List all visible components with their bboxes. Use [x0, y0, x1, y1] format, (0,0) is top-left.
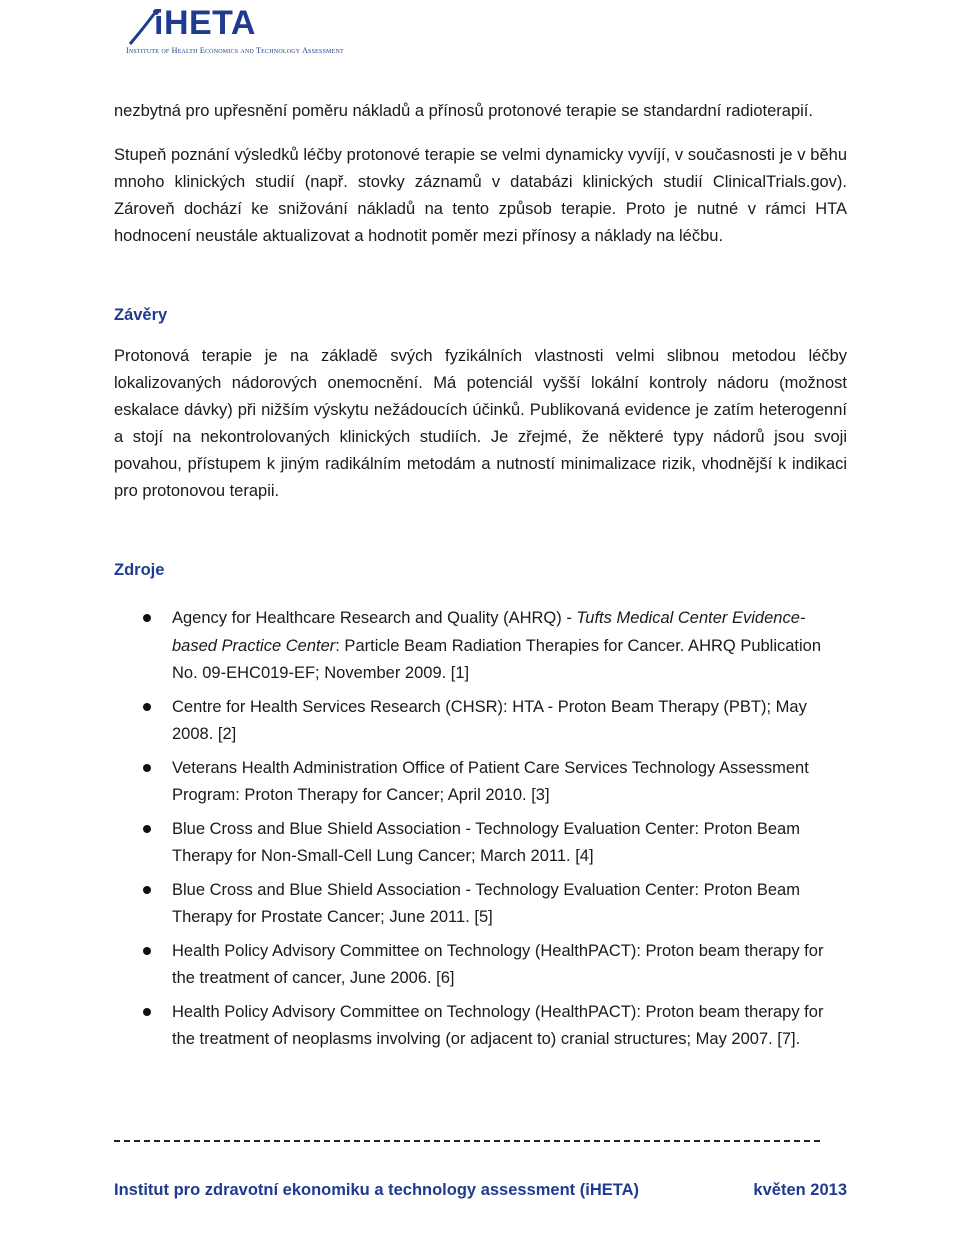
bullet-icon	[143, 614, 151, 622]
bullet-icon	[143, 1008, 151, 1016]
references-list	[114, 605, 847, 1054]
reference-1-pre: Agency for Healthcare Research and Quality (AHRQ) -	[172, 609, 577, 627]
reference-item	[114, 877, 847, 932]
conclusions-text: Protonová terapie je na základě svých fyzikálních vlastnosti velmi slibnou metodou léčby lokalizovaných nádorových onemocnění. Má potenciál vyšší lokální kontroly nádoru (možnost eskalace dávky) při nižším výskytu nežádoucích účinků. Publikovaná evidence je zatím heterogenní a stojí na nekontrolovaných klinických studiích. Je zřejmé, že některé typy nádorů jsou svoji povahou, přístupem k jiným radikálním metodám a nutností minimalizace rizik, vhodnější k indikaci pro protonovou terapii.	[114, 347, 847, 500]
reference-3: Veterans Health Administration Office of Patient Care Services Technology Assessment Program: Proton Therapy for Cancer; April 2010. [3]	[172, 758, 809, 804]
paragraph-2: Stupeň poznání výsledků léčby protonové terapie se velmi dynamicky vyvíjí, v současnosti je v běhu mnoho klinických studií (např. stovky záznamů v databázi klinických studií ClinicalTrials.gov). Zároveň dochází ke snižování nákladů na tento způsob terapie. Proto je nutné v rámci HTA hodnocení neustále aktualizovat a hodnotit poměr mezi přínosy a náklady na léčbu.	[114, 146, 847, 245]
reference-2: Centre for Health Services Research (CHSR): HTA - Proton Beam Therapy (PBT); May 2008. [2]	[172, 697, 807, 743]
iheta-logo	[124, 4, 344, 56]
reference-item	[114, 755, 847, 810]
section-heading-conclusions: Závěry	[114, 306, 168, 324]
reference-item	[114, 605, 847, 688]
bullet-icon	[143, 825, 151, 833]
footer-date: květen 2013	[753, 1181, 847, 1199]
reference-7: Health Policy Advisory Committee on Technology (HealthPACT): Proton beam therapy for the treatment of neoplasms involving (or adjacent to) cranial structures; May 2007. [7].	[172, 1002, 824, 1048]
reference-5: Blue Cross and Blue Shield Association - Technology Evaluation Center: Proton Beam Therapy for Prostate Cancer; June 2011. [5]	[172, 880, 800, 926]
document-body	[114, 98, 847, 1060]
logo-wordmark: iHETA	[154, 4, 256, 42]
page-footer	[114, 1181, 847, 1200]
bullet-icon	[143, 886, 151, 894]
reference-1-italic: Tufts Medical Center Evidence-based Practice Center	[172, 609, 806, 655]
bullet-icon	[143, 764, 151, 772]
reference-item	[114, 938, 847, 993]
reference-1-post: : Particle Beam Radiation Therapies for Cancer. AHRQ Publication No. 09-EHC019-EF; November 2009. [1]	[172, 636, 822, 682]
bullet-icon	[143, 947, 151, 955]
logo-subtitle: Institute of Health Economics and Technology Assessment	[126, 46, 344, 55]
reference-item	[114, 999, 847, 1054]
reference-4: Blue Cross and Blue Shield Association - Technology Evaluation Center: Proton Beam Therapy for Non-Small-Cell Lung Cancer; March 2011. [4]	[172, 819, 800, 865]
reference-item	[114, 816, 847, 871]
paragraph-1: nezbytná pro upřesnění poměru nákladů a přínosů protonové terapie se standardní radioterapií.	[114, 102, 813, 120]
reference-6: Health Policy Advisory Committee on Technology (HealthPACT): Proton beam therapy for the treatment of cancer, June 2006. [6]	[172, 941, 824, 987]
footer-institute: Institut pro zdravotní ekonomiku a technology assessment (iHETA)	[114, 1181, 640, 1199]
reference-item	[114, 694, 847, 749]
footer-divider	[114, 1140, 820, 1142]
section-heading-sources: Zdroje	[114, 561, 165, 579]
bullet-icon	[143, 703, 151, 711]
